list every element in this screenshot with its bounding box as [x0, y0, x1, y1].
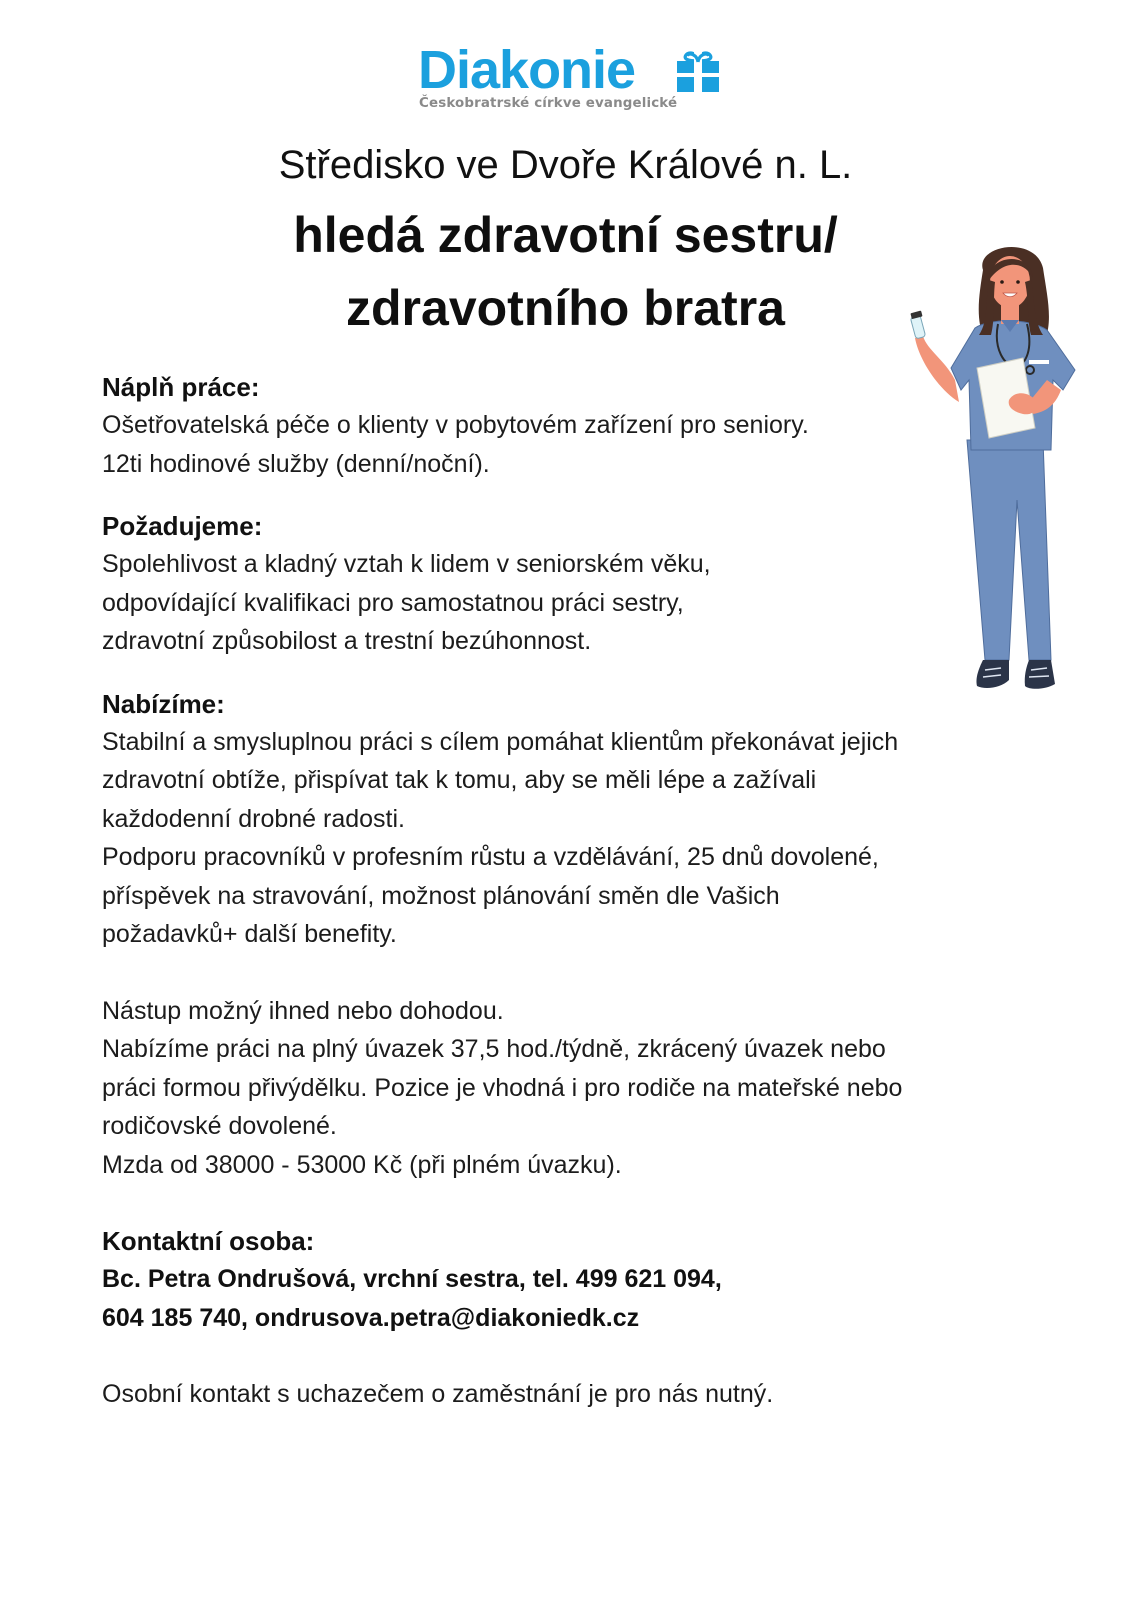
footer-note: Osobní kontakt s uchazečem o zaměstnání je pro nás nutný.	[102, 1380, 774, 1408]
section-heading-kontakt: Kontaktní osoba:	[102, 1226, 315, 1256]
job-title-line-1: hledá zdravotní sestru/	[293, 207, 838, 263]
section-heading-pozadujeme: Požadujeme:	[102, 511, 263, 541]
text-line: každodenní drobné radosti.	[102, 804, 405, 833]
text-line: Podporu pracovníků v profesním růstu a vzdělávání, 25 dnů dovolené,	[102, 843, 879, 871]
section-heading-nabizime: Nabízíme:	[102, 688, 225, 719]
text-line: odpovídající kvalifikaci pro samostatnou práci sestry,	[102, 588, 684, 617]
contact-person: Bc. Petra Ondrušová, vrchní sestra, tel. 499 621 094,	[102, 1265, 722, 1293]
contact-email-phone[interactable]: 604 185 740, ondrusova.petra@diakoniedk.cz	[102, 1303, 640, 1332]
text-line: zdravotní obtíže, přispívat tak k tomu, aby se měli lépe a zažívali	[102, 766, 817, 794]
text-line: zdravotní způsobilost a trestní bezúhonnost.	[102, 627, 592, 655]
section-heading-napln: Náplň práce:	[102, 372, 260, 402]
text-line: 12ti hodinové služby (denní/noční).	[102, 449, 490, 478]
job-ad-body	[102, 368, 1002, 1414]
organization-name: Středisko ve Dvoře Králové n. L.	[278, 143, 853, 187]
salary-text: Mzda od 38000 - 53000 Kč (při plném úvazku).	[102, 1150, 622, 1179]
text-line: Stabilní a smysluplnou práci s cílem pomáhat klientům překonávat jejich	[102, 727, 899, 756]
text-line: příspěvek na stravování, možnost plánování směn dle Vašich	[102, 881, 780, 910]
text-line: rodičovské dovolené.	[102, 1112, 337, 1140]
text-line: Nabízíme práci na plný úvazek 37,5 hod./týdně, zkrácený úvazek nebo	[102, 1035, 886, 1063]
text-line: Spolehlivost a kladný vztah k lidem v seniorském věku,	[102, 550, 711, 578]
text-line: požadavků+ další benefity.	[102, 920, 397, 948]
job-title-line-2: zdravotního bratra	[346, 280, 785, 336]
logo-subtitle: Českobratrské církve evangelické	[419, 96, 678, 111]
start-date-text: Nástup možný ihned nebo dohodou.	[102, 996, 504, 1025]
text-line: práci formou přivýdělku. Pozice je vhodná i pro rodiče na mateřské nebo	[102, 1073, 903, 1102]
diakonie-gift-cross-icon	[677, 50, 719, 92]
logo-wordmark: Diakonie	[418, 40, 636, 100]
diakonie-logo	[418, 40, 723, 118]
text-line: Ošetřovatelská péče o klienty v pobytovém zařízení pro seniory.	[102, 411, 809, 439]
